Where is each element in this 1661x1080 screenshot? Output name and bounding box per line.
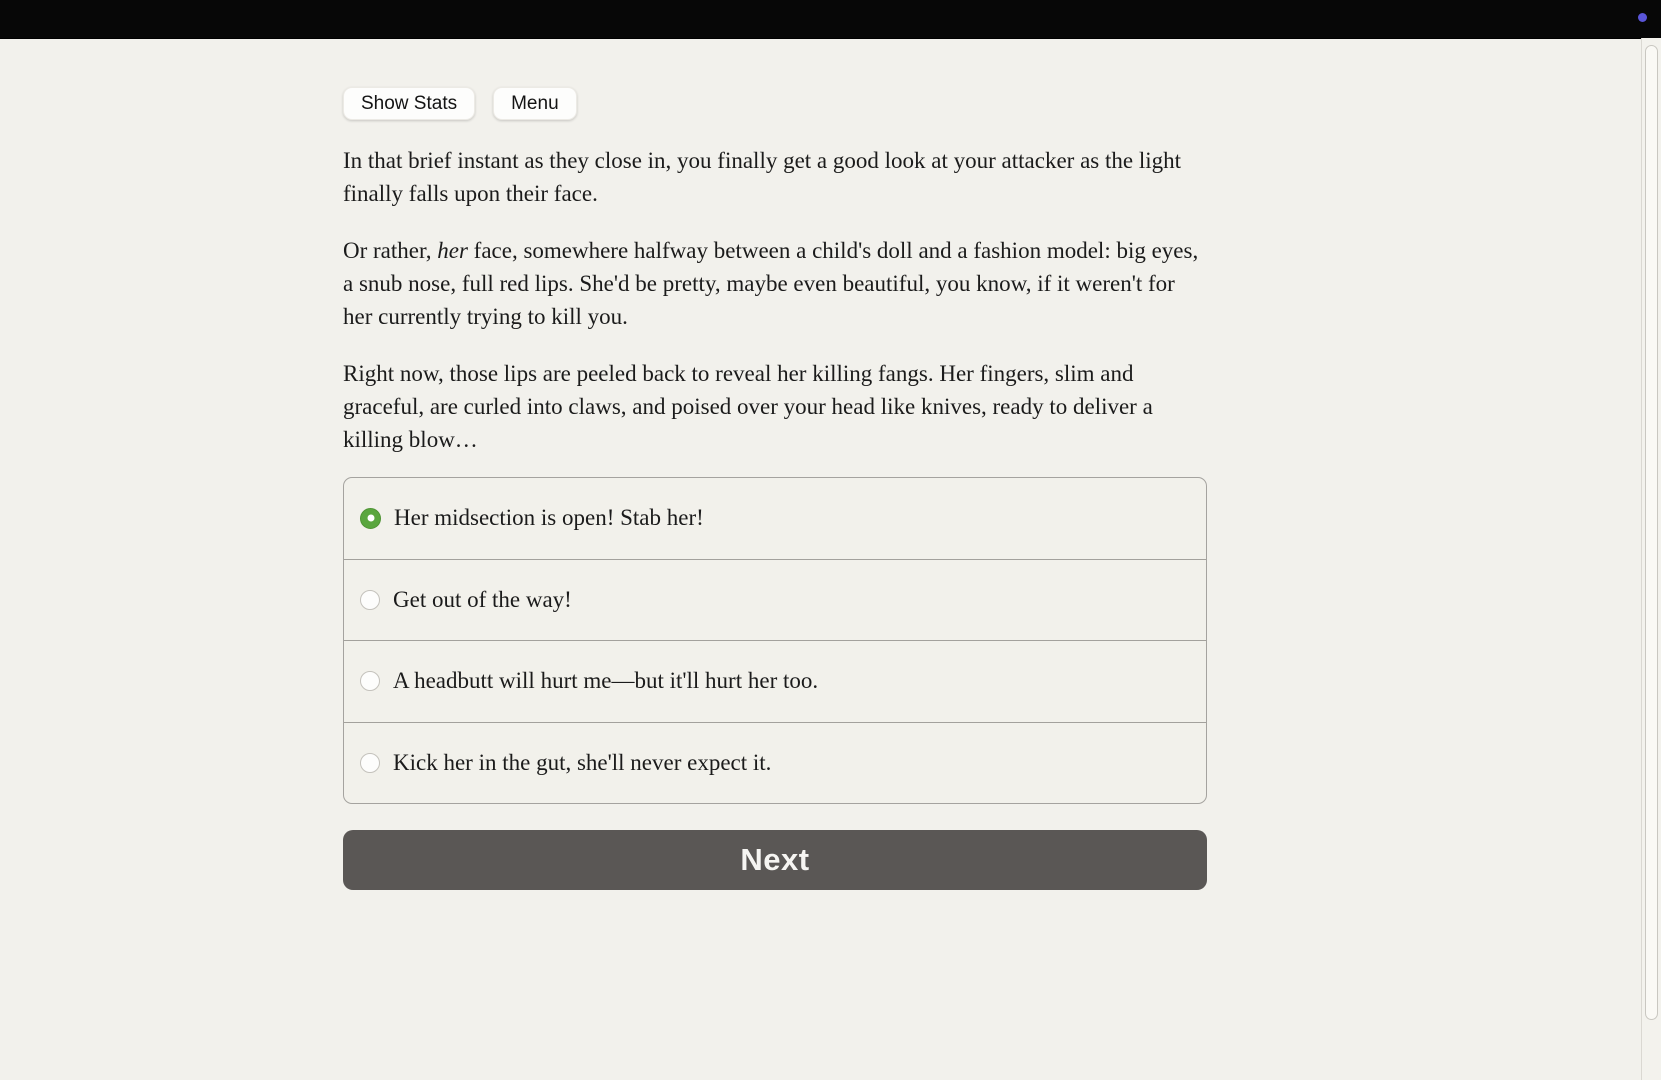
- show-stats-button[interactable]: Show Stats: [343, 87, 475, 120]
- scrollbar-thumb[interactable]: [1645, 45, 1658, 1020]
- story-paragraph-2-suffix: face, somewhere halfway between a child's doll and a fashion model: big eyes, a snub nose, full red lips. She'd be pretty, maybe even beautiful, you know, if it weren't for her currently trying to kill you.: [343, 238, 1199, 329]
- radio-button[interactable]: [360, 590, 380, 610]
- next-button[interactable]: Next: [343, 830, 1207, 890]
- story-paragraph-2-prefix: Or rather,: [343, 238, 438, 263]
- radio-button[interactable]: [360, 508, 381, 529]
- choice-label: Her midsection is open! Stab her!: [394, 505, 704, 531]
- title-bar: [0, 0, 1661, 39]
- story-page: [343, 38, 1208, 890]
- choice-label: Get out of the way!: [393, 586, 572, 612]
- choice-label: Kick her in the gut, she'll never expect it.: [393, 749, 772, 775]
- choice-row-dodge[interactable]: [344, 559, 1206, 641]
- toolbar: [343, 87, 1208, 120]
- menu-button[interactable]: Menu: [493, 87, 577, 120]
- choice-group: [343, 477, 1207, 804]
- story-paragraph-1: In that brief instant as they close in, you finally get a good look at your attacker as the light finally falls upon their face.: [343, 148, 1181, 206]
- story-paragraph-2: [343, 234, 1208, 333]
- choice-row-stab[interactable]: [344, 478, 1206, 559]
- scrollbar[interactable]: [1641, 38, 1661, 1080]
- choice-label: A headbutt will hurt me—but it'll hurt her too.: [393, 668, 819, 694]
- radio-button[interactable]: [360, 753, 380, 773]
- notification-dot: [1638, 13, 1647, 22]
- story-paragraph-3: Right now, those lips are peeled back to reveal her killing fangs. Her fingers, slim and graceful, are curled into claws, and poised over your head like knives, ready to deliver a killing blow…: [343, 361, 1153, 452]
- choice-row-headbutt[interactable]: [344, 640, 1206, 722]
- choice-row-kick[interactable]: [344, 722, 1206, 804]
- radio-button[interactable]: [360, 671, 380, 691]
- story-paragraph-2-italic: her: [437, 238, 468, 263]
